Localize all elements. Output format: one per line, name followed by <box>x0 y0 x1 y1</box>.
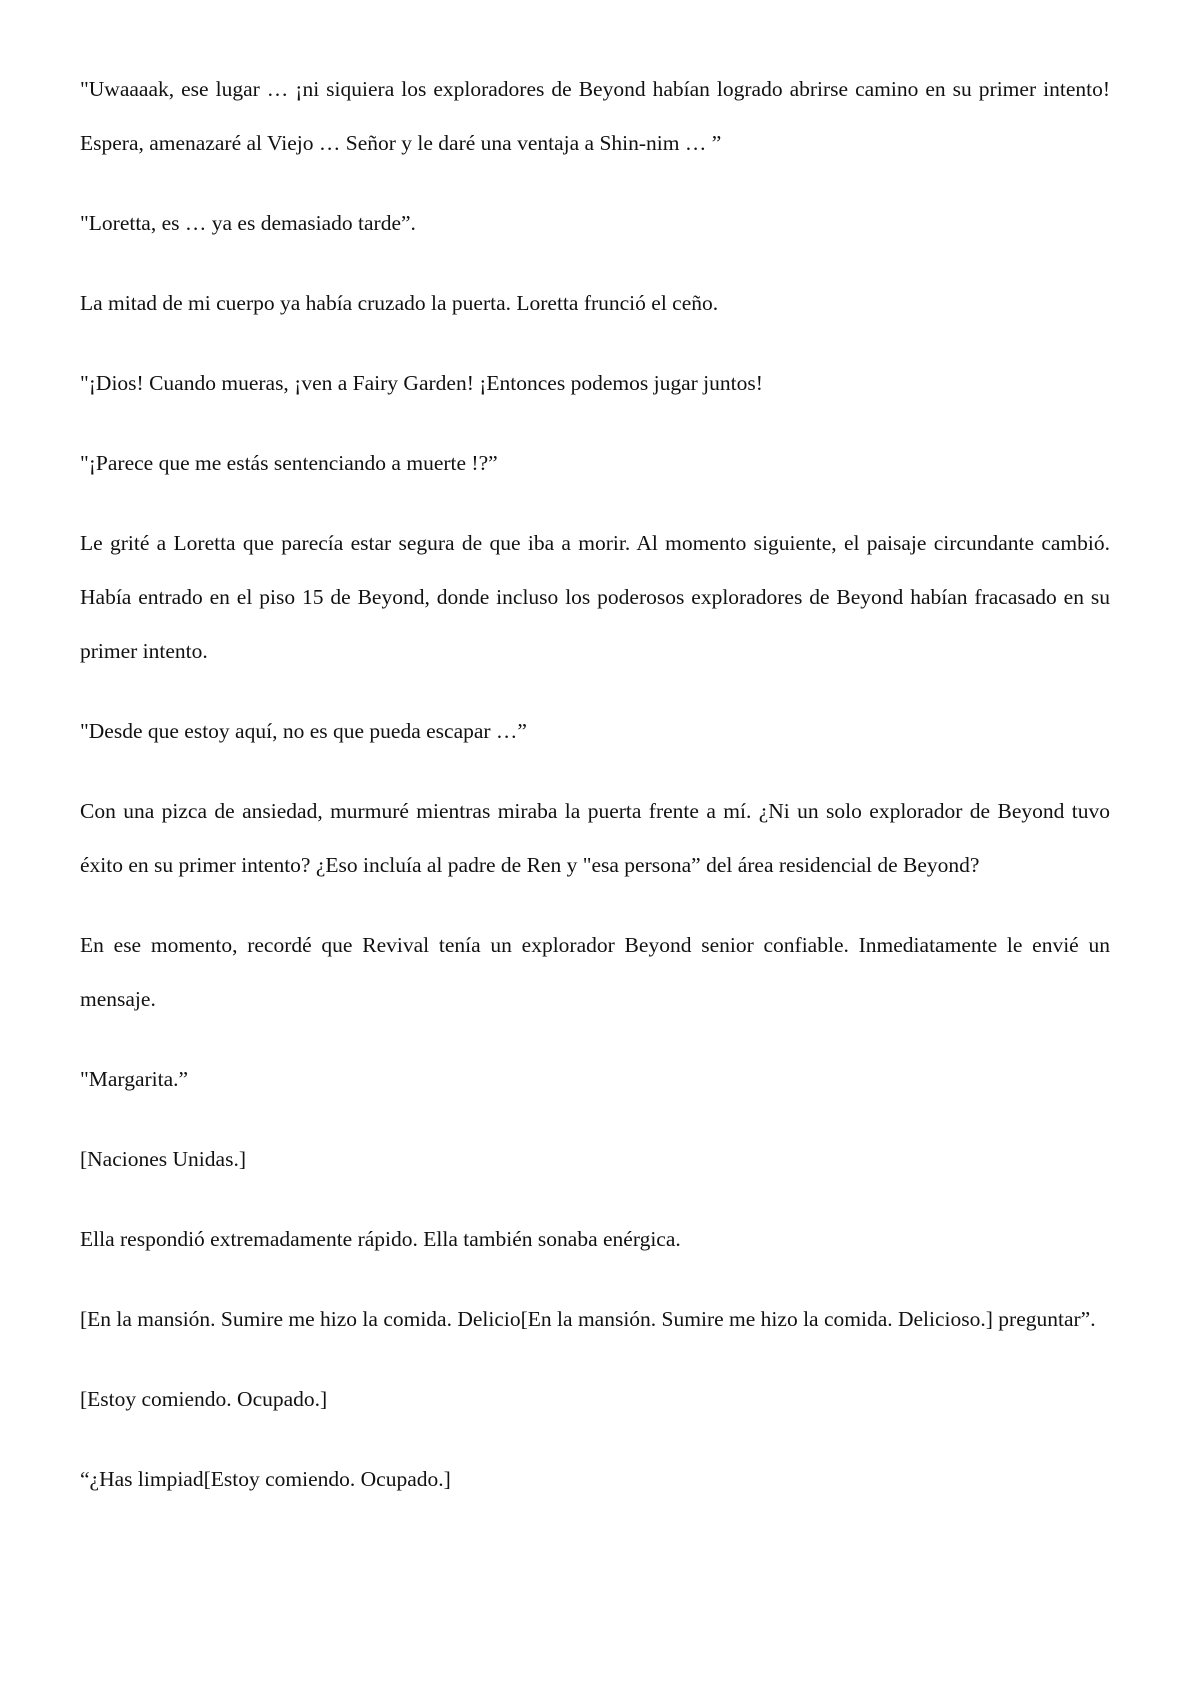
paragraph-7: "Desde que estoy aquí, no es que pueda escapar …” <box>80 719 527 743</box>
paragraph-8: Con una pizca de ansiedad, murmuré mientras miraba la puerta frente a mí. ¿Ni un solo explorador de Beyond tuvo éxito en su primer intento? ¿Eso incluía al padre de Ren y "esa persona” del área residencial de Beyond? <box>80 799 1110 877</box>
paragraph-12: Ella respondió extremadamente rápido. Ella también sonaba enérgica. <box>80 1227 681 1251</box>
paragraph-5: "¡Parece que me estás sentenciando a muerte !?” <box>80 451 498 475</box>
paragraph-9: En ese momento, recordé que Revival tenía un explorador Beyond senior confiable. Inmediatamente le envié un mensaje. <box>80 933 1110 1011</box>
paragraph-2: "Loretta, es … ya es demasiado tarde”. <box>80 211 416 235</box>
paragraph-1: "Uwaaaak, ese lugar … ¡ni siquiera los exploradores de Beyond habían logrado abrirse camino en su primer intento! Espera, amenazaré al Viejo … Señor y le daré una ventaja a Shin-nim … ” <box>80 77 1110 155</box>
paragraph-4: "¡Dios! Cuando mueras, ¡ven a Fairy Garden! ¡Entonces podemos jugar juntos! <box>80 371 763 395</box>
paragraph-13: [En la mansión. Sumire me hizo la comida. Delicio[En la mansión. Sumire me hizo la comida. Delicioso.] preguntar”. <box>80 1307 1096 1331</box>
document-page <box>80 62 1110 1532</box>
paragraph-3: La mitad de mi cuerpo ya había cruzado la puerta. Loretta frunció el ceño. <box>80 291 719 315</box>
paragraph-14: [Estoy comiendo. Ocupado.] <box>80 1387 328 1411</box>
paragraph-11: [Naciones Unidas.] <box>80 1147 246 1171</box>
paragraph-15: “¿Has limpiad[Estoy comiendo. Ocupado.] <box>80 1467 451 1491</box>
paragraph-6: Le grité a Loretta que parecía estar segura de que iba a morir. Al momento siguiente, el paisaje circundante cambió. Había entrado en el piso 15 de Beyond, donde incluso los poderosos exploradores de Beyond habían fracasado en su primer intento. <box>80 531 1110 663</box>
paragraph-10: "Margarita.” <box>80 1067 189 1091</box>
